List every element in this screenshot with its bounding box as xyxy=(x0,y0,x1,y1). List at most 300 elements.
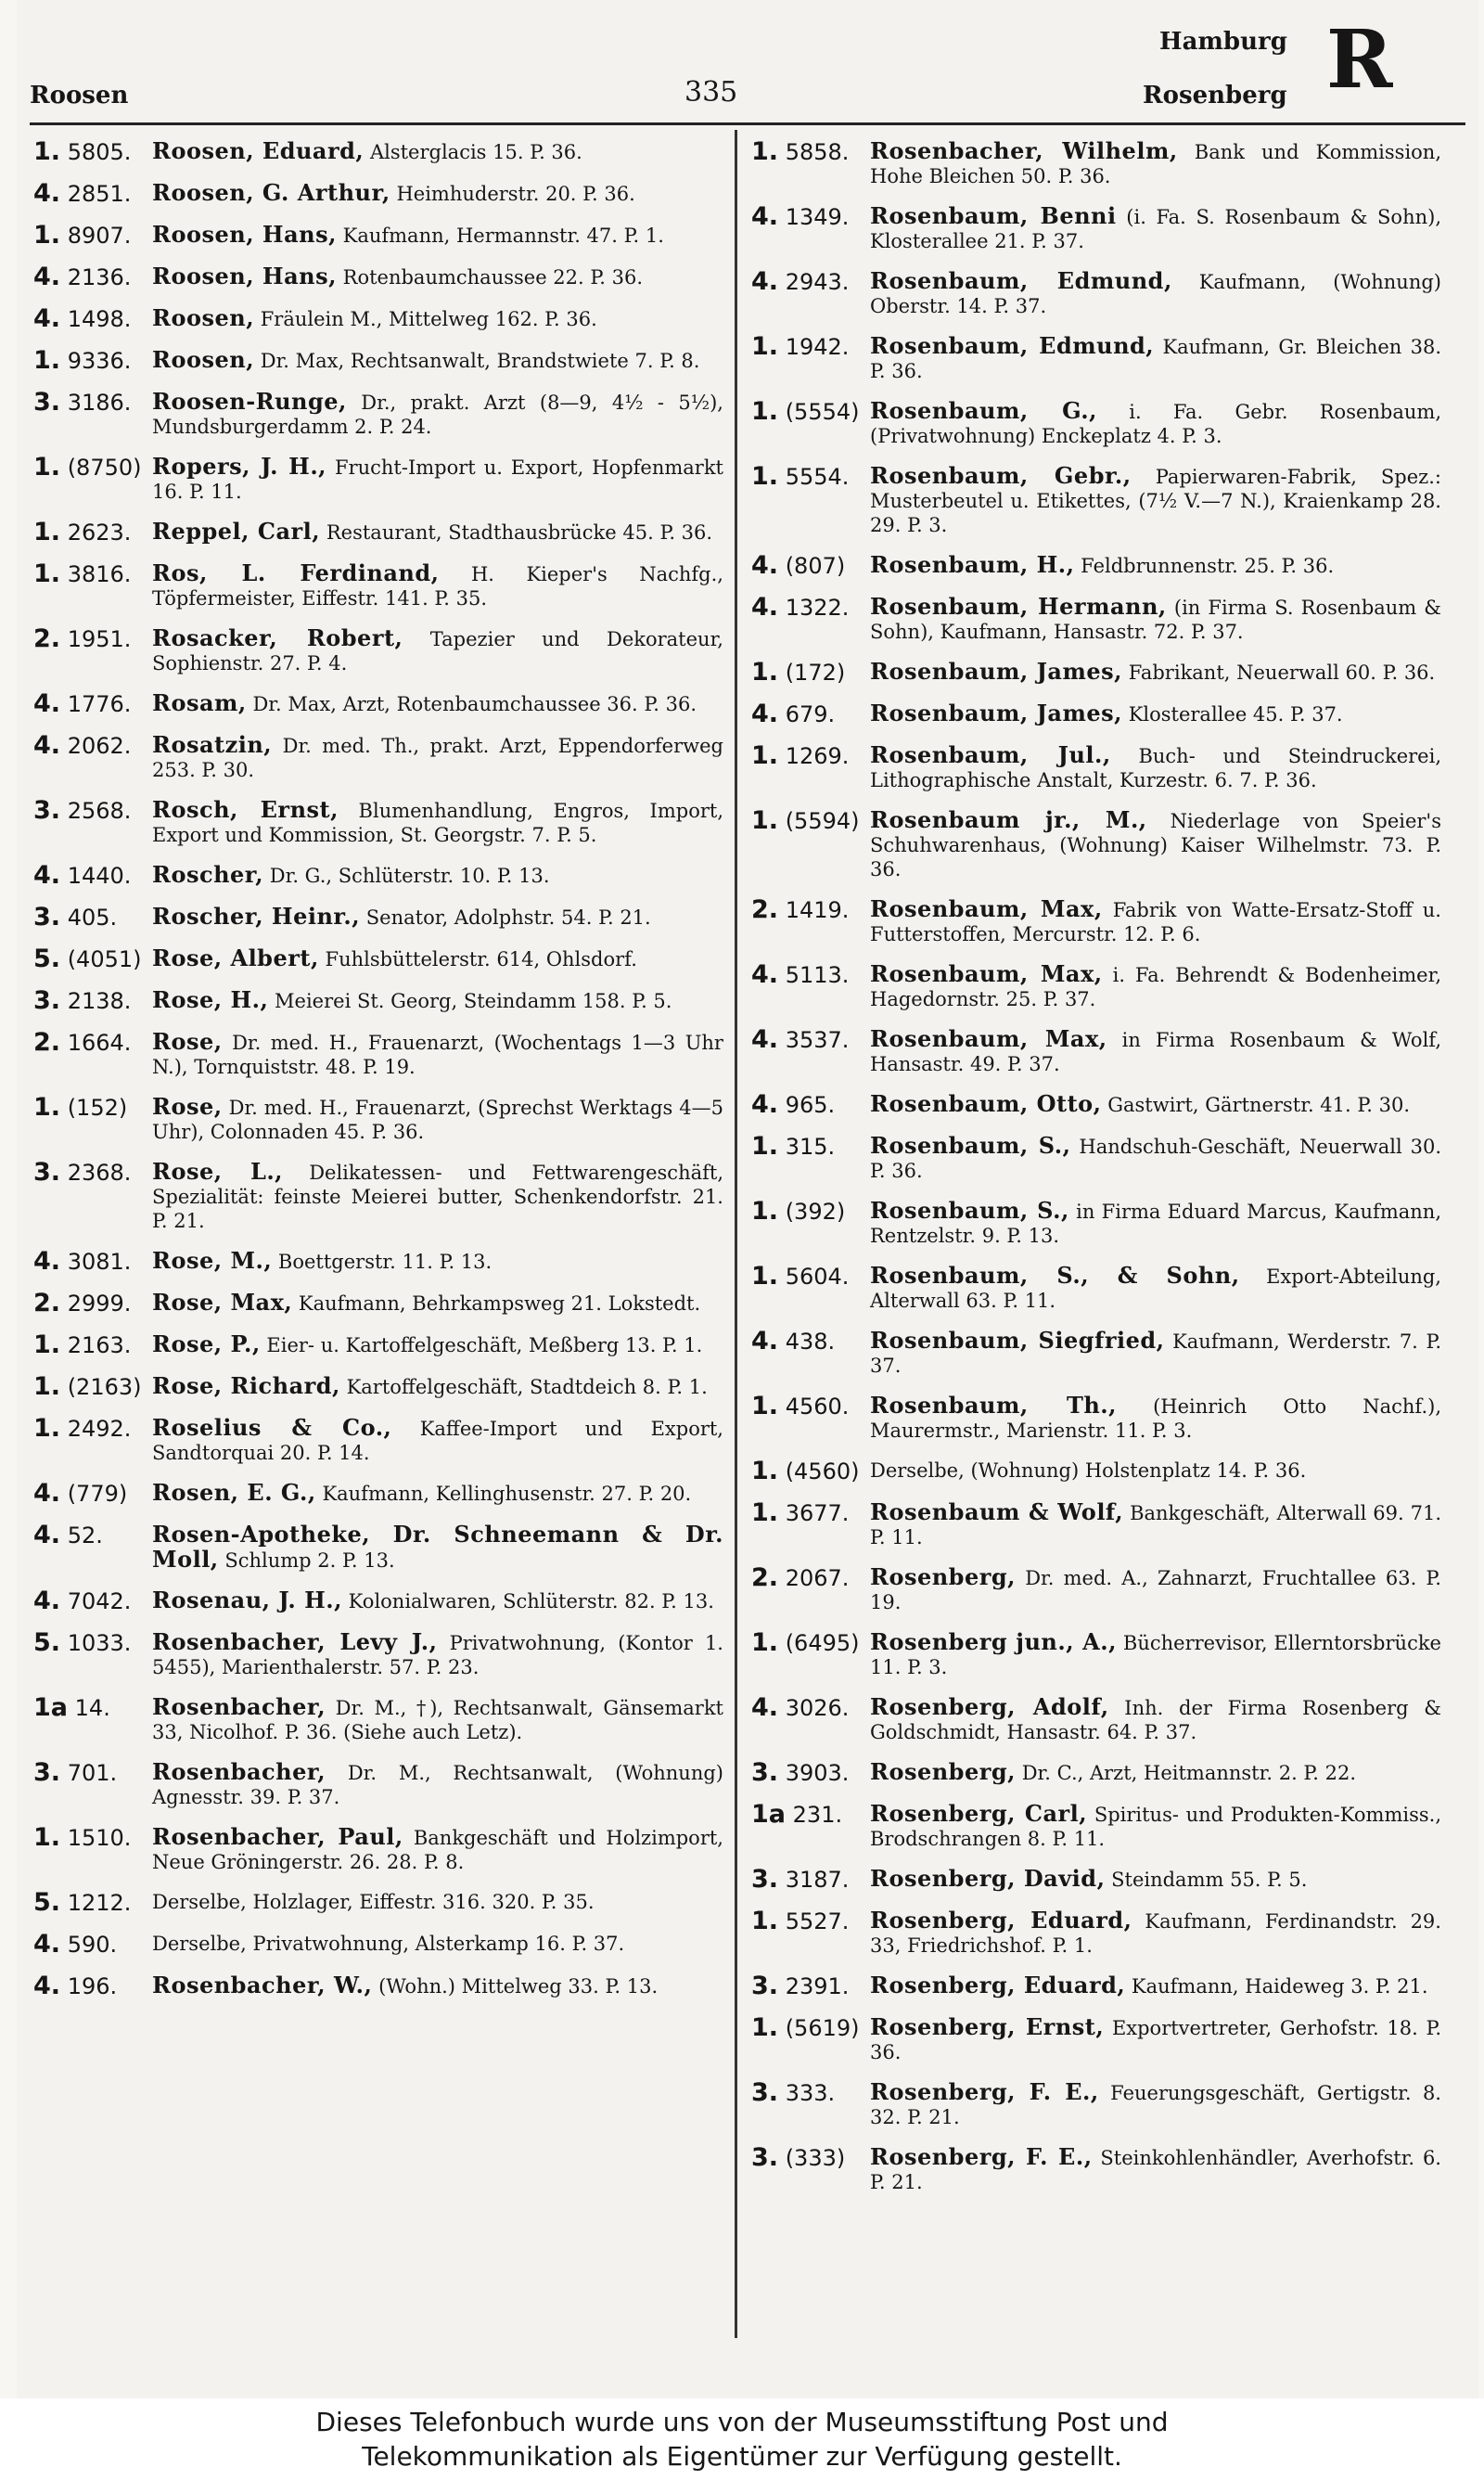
subscriber-name: Rosenbaum, Jul., xyxy=(870,741,1111,768)
phone-number xyxy=(751,1802,870,1828)
subscriber-details: Dr. med. H., Frauenarzt, (Sprechst Werktags 4—5 Uhr), Colonnaden 45. P. 36. xyxy=(152,1097,723,1143)
entry-text xyxy=(870,660,1441,685)
subscriber-name: Rosenbaum, Siegfried, xyxy=(870,1327,1165,1354)
line-number: 52. xyxy=(67,1523,103,1548)
phone-number xyxy=(33,1416,152,1442)
line-number: 196. xyxy=(67,1973,118,1999)
phone-number xyxy=(33,390,152,416)
phone-number xyxy=(751,2080,870,2106)
line-number: 231. xyxy=(792,1802,843,1828)
directory-entry xyxy=(33,264,723,290)
entry-text xyxy=(870,808,1441,881)
subscriber-name: Rosenberg, Carl, xyxy=(870,1800,1088,1827)
entry-text xyxy=(152,1890,723,1914)
phone-number xyxy=(751,1329,870,1355)
subscriber-details: Klosterallee 45. P. 37. xyxy=(1128,703,1343,726)
directory-entry xyxy=(751,1264,1441,1313)
phone-number xyxy=(33,1332,152,1358)
exchange-code: 1. xyxy=(33,559,61,588)
exchange-code: 2. xyxy=(33,1289,61,1317)
entry-text xyxy=(870,1565,1441,1614)
subscriber-name: Rosenberg, Eduard, xyxy=(870,1907,1132,1934)
directory-entry xyxy=(751,334,1441,383)
entry-text xyxy=(870,399,1441,448)
directory-entry xyxy=(751,2080,1441,2129)
directory-entry xyxy=(33,1760,723,1809)
directory-entry xyxy=(33,1588,723,1614)
directory-entry xyxy=(33,1160,723,1233)
entry-text xyxy=(152,863,723,888)
subscriber-details: Derselbe, (Wohnung) Holstenplatz 14. P. 36. xyxy=(870,1459,1307,1482)
subscriber-details: Restaurant, Stadthausbrücke 45. P. 36. xyxy=(326,521,713,544)
phone-number xyxy=(751,334,870,360)
entry-text xyxy=(152,306,723,331)
entry-text xyxy=(152,1095,723,1144)
subscriber-details: Handschuh-Geschäft, Neuerwall 30. P. 36. xyxy=(870,1136,1441,1182)
phone-number xyxy=(751,1500,870,1526)
directory-entry xyxy=(751,464,1441,537)
line-number: 5113. xyxy=(785,962,850,988)
phone-number xyxy=(751,1264,870,1290)
directory-entry xyxy=(751,1695,1441,1744)
exchange-code: 3. xyxy=(33,903,61,932)
subscriber-details: in Firma Eduard Marcus, Kaufmann, Rentzelstr. 9. P. 13. xyxy=(870,1201,1441,1247)
subscriber-details: Rotenbaumchaussee 22. P. 36. xyxy=(342,266,643,289)
phone-number xyxy=(751,464,870,490)
entry-text xyxy=(152,1249,723,1274)
entry-text xyxy=(870,1329,1441,1378)
subscriber-name: Rose, P., xyxy=(152,1330,261,1357)
phone-number xyxy=(33,1932,152,1958)
subscriber-name: Rosenbaum, Max, xyxy=(870,960,1103,987)
directory-entry xyxy=(751,1867,1441,1893)
line-number: (6495) xyxy=(785,1630,860,1656)
line-number: 1440. xyxy=(67,863,132,889)
phone-number xyxy=(33,1630,152,1656)
phone-number xyxy=(33,1481,152,1507)
entry-text xyxy=(870,1394,1441,1443)
exchange-code: 1. xyxy=(33,518,61,546)
exchange-code: 4. xyxy=(751,960,779,989)
phone-number xyxy=(33,863,152,889)
directory-entry xyxy=(33,905,723,931)
subscriber-name: Rosenbaum, Hermann, xyxy=(870,593,1167,620)
directory-entry xyxy=(33,390,723,439)
subscriber-name: Rose, M., xyxy=(152,1247,273,1274)
subscriber-name: Ros, L. Ferdinand, xyxy=(152,559,440,586)
subscriber-details: Kaffee-Import und Export, Sandtorquai 20. P. 14. xyxy=(152,1418,723,1464)
line-number: 5554. xyxy=(785,464,850,490)
directory-entry xyxy=(33,139,723,165)
directory-entry xyxy=(33,1695,723,1744)
subscriber-name: Roosen, Eduard, xyxy=(152,137,365,164)
phone-number xyxy=(33,1291,152,1317)
line-number: 701. xyxy=(67,1760,118,1786)
subscriber-details: Eier- u. Kartoffelgeschäft, Meßberg 13. P. 1. xyxy=(266,1334,703,1356)
subscriber-details: Steinkohlenhändler, Averhofstr. 6. P. 21. xyxy=(870,2147,1441,2193)
directory-page xyxy=(17,0,1478,2398)
subscriber-name: Rose, L., xyxy=(152,1158,284,1185)
entry-text xyxy=(870,139,1441,188)
line-number: (4560) xyxy=(785,1458,860,1484)
subscriber-name: Rosenbaum, Edmund, xyxy=(870,332,1155,359)
exchange-code: 2. xyxy=(751,1563,779,1592)
phone-number xyxy=(33,181,152,207)
subscriber-details: Dr. M., †), Rechtsanwalt, Gänsemarkt 33, Nicolhof. P. 36. (Siehe auch Letz). xyxy=(152,1697,723,1743)
subscriber-name: Rose, Albert, xyxy=(152,944,319,971)
exchange-code: 1. xyxy=(751,806,779,835)
entry-text xyxy=(870,2145,1441,2194)
directory-entry xyxy=(33,455,723,504)
line-number: 2943. xyxy=(785,269,850,295)
line-number: 1419. xyxy=(785,897,850,923)
phone-number xyxy=(33,561,152,587)
entry-text xyxy=(152,733,723,782)
directory-entry xyxy=(751,139,1441,188)
line-number: 8907. xyxy=(67,223,132,249)
subscriber-details: Dr., prakt. Arzt (8—9, 4½ - 5½), Mundsburgerdamm 2. P. 24. xyxy=(152,392,723,438)
line-number: (5594) xyxy=(785,808,860,834)
subscriber-details: in Firma Rosenbaum & Wolf, Hansastr. 49. P. 37. xyxy=(870,1029,1441,1075)
exchange-code: 4. xyxy=(751,1693,779,1722)
directory-entry xyxy=(33,306,723,332)
exchange-code: 5. xyxy=(33,1628,61,1657)
phone-number xyxy=(751,1973,870,1999)
line-number: (4051) xyxy=(67,946,142,972)
line-number: 4560. xyxy=(785,1394,850,1420)
subscriber-name: Roscher, xyxy=(152,861,264,888)
subscriber-details: Fräulein M., Mittelweg 162. P. 36. xyxy=(260,308,597,330)
entry-text xyxy=(152,1588,723,1613)
entry-text xyxy=(152,1291,723,1316)
exchange-code: 1. xyxy=(33,1414,61,1443)
subscriber-details: Bankgeschäft, Alterwall 69. 71. P. 11. xyxy=(870,1502,1441,1548)
entry-text xyxy=(870,1695,1441,1744)
phone-number xyxy=(33,1588,152,1614)
line-number: 3677. xyxy=(785,1500,850,1526)
entry-text xyxy=(152,1374,723,1399)
exchange-code: 3. xyxy=(33,1758,61,1787)
phone-number xyxy=(33,520,152,546)
entry-text xyxy=(152,905,723,930)
entry-text xyxy=(870,1134,1441,1183)
phone-number xyxy=(751,1908,870,1934)
line-number: 1349. xyxy=(785,204,850,230)
exchange-code: 2. xyxy=(751,895,779,924)
subscriber-name: Rosenberg, F. E., xyxy=(870,2143,1093,2170)
subscriber-details: Derselbe, Privatwohnung, Alsterkamp 16. P. 37. xyxy=(152,1933,625,1955)
entry-text xyxy=(870,1027,1441,1076)
subscriber-name: Rosenau, J. H., xyxy=(152,1587,342,1613)
exchange-code: 4. xyxy=(33,179,61,208)
subscriber-name: Rosenbaum, H., xyxy=(870,551,1075,578)
line-number: 965. xyxy=(785,1092,836,1118)
exchange-code: 1. xyxy=(33,1823,61,1852)
directory-entry xyxy=(33,733,723,782)
directory-entry xyxy=(33,1416,723,1465)
entry-text xyxy=(152,1481,723,1506)
subscriber-name: Rosenberg jun., A., xyxy=(870,1628,1117,1655)
entry-text xyxy=(870,2080,1441,2129)
entry-text xyxy=(870,1630,1441,1679)
subscriber-name: Rosacker, Robert, xyxy=(152,624,403,651)
entry-text xyxy=(152,691,723,716)
line-number: 2391. xyxy=(785,1973,850,1999)
subscriber-name: Rose, Max, xyxy=(152,1289,293,1316)
subscriber-details: Privatwohnung, (Kontor 1. 5455), Marienthalerstr. 57. P. 23. xyxy=(152,1632,723,1678)
section-letter: R xyxy=(1326,13,1393,107)
exchange-code: 4. xyxy=(751,700,779,728)
line-number: (172) xyxy=(785,660,846,686)
directory-entry xyxy=(33,1932,723,1958)
exchange-code: 1. xyxy=(33,137,61,166)
directory-entry xyxy=(751,2015,1441,2064)
exchange-code: 1a xyxy=(751,1800,787,1829)
line-number: 5604. xyxy=(785,1264,850,1290)
entry-text xyxy=(152,139,723,164)
subscriber-details: i. Fa. Gebr. Rosenbaum, (Privatwohnung) Enckeplatz 4. P. 3. xyxy=(870,401,1441,447)
exchange-code: 4. xyxy=(33,861,61,890)
phone-number xyxy=(751,204,870,230)
line-number: 2492. xyxy=(67,1416,132,1442)
subscriber-name: Rosenberg, xyxy=(870,1758,1017,1785)
line-number: 9336. xyxy=(67,348,132,374)
subscriber-details: Papierwaren-Fabrik, Spez.: Musterbeutel u. Etikettes, (7½ V.—7 N.), Kraienkamp 28. 29. P. 3. xyxy=(870,466,1441,536)
subscriber-details: Kaufmann, Kellinghusenstr. 27. P. 20. xyxy=(322,1483,692,1505)
directory-entry xyxy=(751,1760,1441,1786)
exchange-code: 1. xyxy=(751,462,779,491)
directory-entry xyxy=(751,595,1441,644)
line-number: 2062. xyxy=(67,733,132,759)
entry-text xyxy=(152,1760,723,1809)
phone-number xyxy=(33,348,152,374)
phone-number xyxy=(33,1160,152,1186)
phone-number xyxy=(33,905,152,931)
directory-entry xyxy=(33,1890,723,1916)
directory-entry xyxy=(33,223,723,249)
line-number: (807) xyxy=(785,553,846,579)
exchange-code: 1. xyxy=(751,137,779,166)
entry-text xyxy=(870,204,1441,253)
subscriber-details: Bank und Kommission, Hohe Bleichen 50. P. 36. xyxy=(870,141,1441,187)
subscriber-name: Rosenbacher, W., xyxy=(152,1972,373,1998)
entry-text xyxy=(870,701,1441,726)
exchange-code: 1. xyxy=(751,1197,779,1226)
phone-number xyxy=(751,1027,870,1053)
subscriber-name: Rosch, Ernst, xyxy=(152,796,339,823)
phone-number xyxy=(33,946,152,972)
subscriber-name: Rosenbacher, Levy J., xyxy=(152,1628,438,1655)
directory-entry xyxy=(751,1394,1441,1443)
directory-entry xyxy=(33,1630,723,1679)
subscriber-details: Fabrikant, Neuerwall 60. P. 36. xyxy=(1128,662,1436,684)
left-column xyxy=(33,139,723,2015)
phone-number xyxy=(33,1095,152,1121)
phone-number xyxy=(33,691,152,717)
phone-number xyxy=(33,1523,152,1548)
subscriber-name: Rosenbaum, Otto, xyxy=(870,1090,1102,1117)
exchange-code: 4. xyxy=(751,1327,779,1356)
phone-number xyxy=(33,139,152,165)
entry-text xyxy=(152,264,723,289)
phone-number xyxy=(751,1630,870,1656)
phone-number xyxy=(751,743,870,769)
directory-entry xyxy=(33,520,723,546)
exchange-code: 4. xyxy=(33,731,61,760)
subscriber-details: Dr. Max, Rechtsanwalt, Brandstwiete 7. P. 8. xyxy=(260,350,700,372)
phone-number xyxy=(33,455,152,481)
entry-text xyxy=(870,1500,1441,1549)
directory-entry xyxy=(751,1199,1441,1248)
exchange-code: 4. xyxy=(33,304,61,333)
directory-entry xyxy=(33,798,723,847)
directory-entry xyxy=(751,1973,1441,1999)
directory-entry xyxy=(33,863,723,889)
subscriber-details: Feldbrunnenstr. 25. P. 36. xyxy=(1081,555,1335,577)
exchange-code: 3. xyxy=(33,796,61,825)
exchange-code: 1. xyxy=(33,1330,61,1359)
phone-number xyxy=(751,269,870,295)
subscriber-details: Spiritus- und Produkten-Kommiss., Brodschrangen 8. P. 11. xyxy=(870,1804,1441,1850)
entry-text xyxy=(152,561,723,610)
entry-text xyxy=(152,1695,723,1744)
subscriber-name: Ropers, J. H., xyxy=(152,453,327,480)
subscriber-name: Rosenberg, Ernst, xyxy=(870,2013,1105,2040)
directory-entry xyxy=(751,1908,1441,1958)
subscriber-name: Roselius & Co., xyxy=(152,1414,392,1441)
line-number: 2999. xyxy=(67,1291,132,1317)
subscriber-details: Alsterglacis 15. P. 36. xyxy=(369,141,582,163)
phone-number xyxy=(751,1092,870,1118)
phone-number xyxy=(751,139,870,165)
phone-number xyxy=(751,399,870,425)
exchange-code: 3. xyxy=(751,1758,779,1787)
directory-entry xyxy=(751,1329,1441,1378)
directory-entry xyxy=(33,181,723,207)
subscriber-details: Inh. der Firma Rosenberg & Goldschmidt, Hansastr. 64. P. 37. xyxy=(870,1697,1441,1743)
exchange-code: 3. xyxy=(33,388,61,417)
phone-number xyxy=(33,1030,152,1056)
right-column xyxy=(751,139,1441,2210)
line-number: 3903. xyxy=(785,1760,850,1786)
exchange-code: 5. xyxy=(33,944,61,973)
entry-text xyxy=(152,1825,723,1874)
subscriber-name: Rosenbacher, xyxy=(152,1693,326,1720)
directory-entry xyxy=(751,553,1441,579)
entry-text xyxy=(152,1932,723,1956)
exchange-code: 1. xyxy=(751,1498,779,1527)
footer-note xyxy=(0,2398,1484,2480)
entry-text xyxy=(870,595,1441,644)
phone-number xyxy=(33,1374,152,1400)
exchange-code: 4. xyxy=(33,1930,61,1959)
entry-text xyxy=(870,464,1441,537)
subscriber-name: Rosenbaum, Benni xyxy=(870,202,1117,229)
subscriber-details: Dr. C., Arzt, Heitmannstr. 2. P. 22. xyxy=(1021,1762,1357,1784)
entry-text xyxy=(870,1458,1441,1483)
line-number: (333) xyxy=(785,2145,846,2171)
subscriber-name: Rosenbacher, Wilhelm, xyxy=(870,137,1178,164)
exchange-code: 1. xyxy=(33,453,61,482)
directory-entry xyxy=(33,626,723,675)
phone-number xyxy=(33,306,152,332)
line-number: 2568. xyxy=(67,798,132,824)
exchange-code: 1. xyxy=(751,332,779,361)
subscriber-name: Rosenberg, David, xyxy=(870,1865,1106,1892)
exchange-code: 1. xyxy=(751,397,779,426)
line-number: 2851. xyxy=(67,181,132,207)
line-number: 2368. xyxy=(67,1160,132,1186)
exchange-code: 1. xyxy=(33,1372,61,1401)
directory-entry xyxy=(33,1523,723,1573)
line-number: (779) xyxy=(67,1481,128,1507)
exchange-code: 2. xyxy=(33,624,61,653)
exchange-code: 1. xyxy=(751,1392,779,1420)
phone-number xyxy=(751,1867,870,1893)
phone-number xyxy=(751,2015,870,2041)
entry-text xyxy=(152,520,723,545)
phone-number xyxy=(751,660,870,686)
entry-text xyxy=(152,1416,723,1465)
exchange-code: 3. xyxy=(751,2143,779,2172)
line-number: (5619) xyxy=(785,2015,860,2041)
exchange-code: 4. xyxy=(33,1479,61,1508)
entry-text xyxy=(870,269,1441,318)
phone-number xyxy=(33,798,152,824)
exchange-code: 1. xyxy=(751,658,779,687)
header-left-word: Roosen xyxy=(30,82,129,109)
subscriber-name: Roscher, Heinr., xyxy=(152,903,361,930)
subscriber-details: (Heinrich Otto Nachf.), Maurermstr., Marienstr. 11. P. 3. xyxy=(870,1395,1441,1442)
directory-entry xyxy=(751,1027,1441,1076)
subscriber-details: (in Firma S. Rosenbaum & Sohn), Kaufmann, Hansastr. 72. P. 37. xyxy=(870,597,1441,643)
entry-text xyxy=(152,798,723,847)
subscriber-name: Rosenbaum, G., xyxy=(870,397,1097,424)
subscriber-details: Kaufmann, Behrkampsweg 21. Lokstedt. xyxy=(298,1292,701,1315)
directory-entry xyxy=(33,1374,723,1400)
exchange-code: 4. xyxy=(33,1521,61,1549)
phone-number xyxy=(751,1695,870,1721)
line-number: 5527. xyxy=(785,1908,850,1934)
phone-number xyxy=(751,701,870,727)
exchange-code: 4. xyxy=(751,1090,779,1119)
phone-number xyxy=(751,1458,870,1484)
line-number: (152) xyxy=(67,1095,128,1121)
phone-number xyxy=(33,1695,152,1721)
subscriber-name: Roosen-Runge, xyxy=(152,388,347,415)
entry-text xyxy=(152,455,723,504)
exchange-code: 3. xyxy=(33,1158,61,1187)
header-rule xyxy=(30,122,1465,125)
subscriber-name: Rosenberg, Eduard, xyxy=(870,1972,1126,1998)
subscriber-details: Export-Abteilung, Alterwall 63. P. 11. xyxy=(870,1266,1441,1312)
entry-text xyxy=(152,988,723,1013)
entry-text xyxy=(152,1523,723,1573)
subscriber-details: Kaufmann, (Wohnung) Oberstr. 14. P. 37. xyxy=(870,271,1441,317)
entry-text xyxy=(870,1973,1441,1998)
exchange-code: 1. xyxy=(751,741,779,770)
entry-text xyxy=(870,334,1441,383)
subscriber-details: Dr. med. Th., prakt. Arzt, Eppendorferweg 253. P. 30. xyxy=(152,735,723,781)
line-number: 679. xyxy=(785,701,836,727)
line-number: (5554) xyxy=(785,399,860,425)
subscriber-name: Roosen, G. Arthur, xyxy=(152,179,390,206)
subscriber-details: Bankgeschäft und Holzimport, Neue Gröningerstr. 26. 28. P. 8. xyxy=(152,1827,723,1873)
directory-entry xyxy=(751,660,1441,686)
subscriber-details: Derselbe, Holzlager, Eiffestr. 316. 320. P. 35. xyxy=(152,1891,595,1913)
line-number: 1942. xyxy=(785,334,850,360)
exchange-code: 1. xyxy=(751,1628,779,1657)
